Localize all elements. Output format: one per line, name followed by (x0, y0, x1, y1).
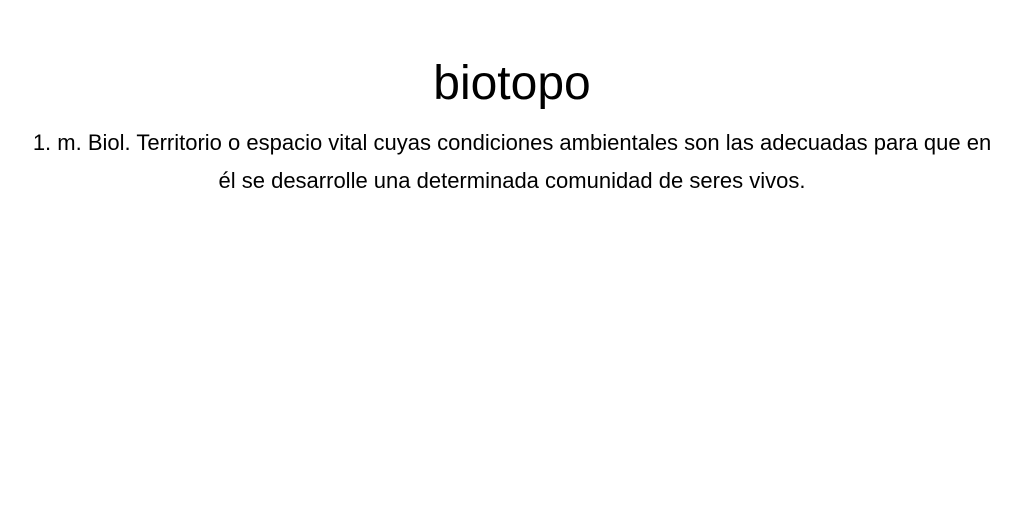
headword-title: biotopo (433, 57, 591, 110)
definition-text: 1. m. Biol. Territorio o espacio vital cuyas condiciones ambientales son las adecuadas para que en él se desarrolle una determinada comunidad de seres vivos. (32, 130, 992, 193)
